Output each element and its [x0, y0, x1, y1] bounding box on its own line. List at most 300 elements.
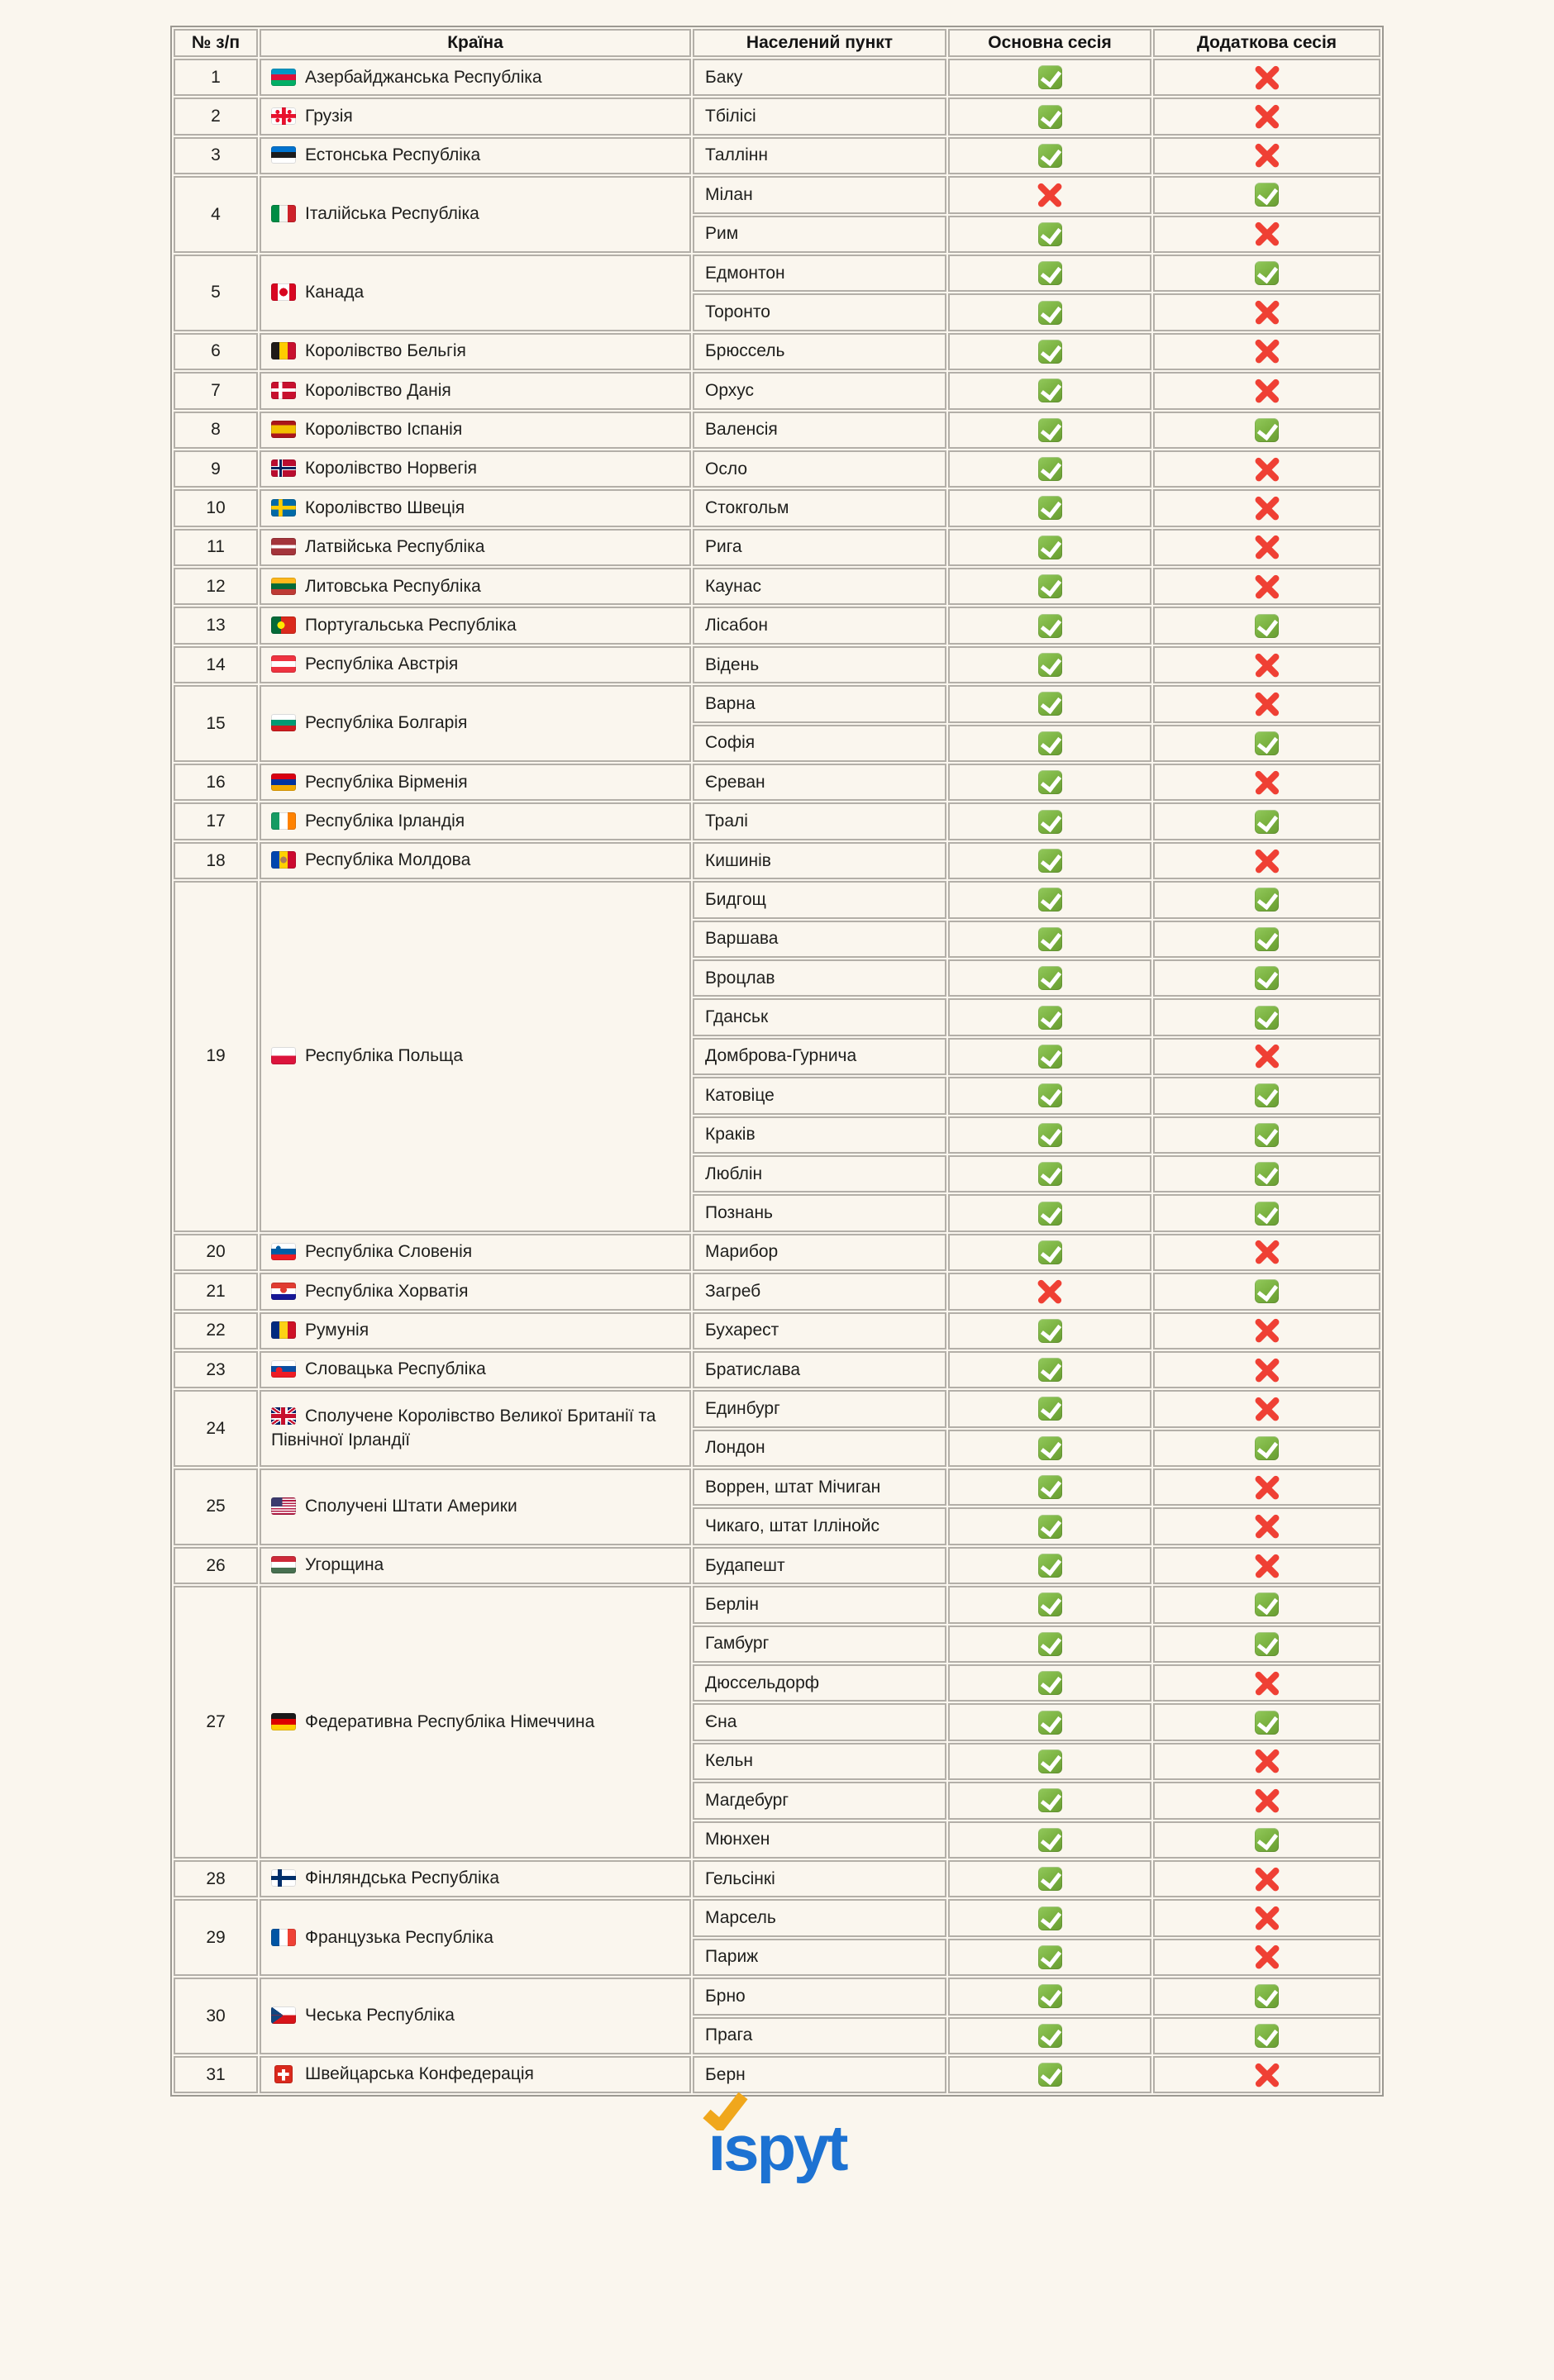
main-session-cell: [948, 646, 1151, 683]
city-cell: Брно: [693, 1978, 946, 2015]
main-session-cell: [948, 1821, 1151, 1859]
session-availability-table: [170, 26, 1384, 2097]
city-cell: Варна: [693, 685, 946, 722]
header-main-session: Основна сесія: [948, 29, 1151, 57]
flag-estonia-icon: [271, 146, 296, 164]
main-session-cell: [948, 1978, 1151, 2015]
cross-icon: [1255, 1240, 1280, 1264]
country-cell: [260, 842, 691, 879]
main-session-cell: [948, 1116, 1151, 1154]
city-cell: Мюнхен: [693, 1821, 946, 1859]
check-icon: [1038, 692, 1062, 716]
row-number-cell: 12: [174, 568, 258, 605]
check-icon: [1038, 418, 1062, 442]
check-icon: [1038, 1906, 1062, 1930]
cross-icon: [1255, 378, 1280, 403]
country-name: Республіка Словенія: [305, 1242, 473, 1262]
country-cell: [260, 1390, 691, 1467]
country-cell: [260, 1860, 691, 1897]
country-cell: [260, 372, 691, 409]
additional-session-cell: [1153, 2056, 1380, 2093]
additional-session-cell: [1153, 59, 1380, 96]
city-cell: Бухарест: [693, 1312, 946, 1349]
city-cell: Тбілісі: [693, 98, 946, 135]
check-icon: [1255, 810, 1279, 834]
city-cell: Будапешт: [693, 1547, 946, 1584]
city-cell: Тралі: [693, 802, 946, 840]
country-cell: [260, 1273, 691, 1310]
additional-session-cell: [1153, 137, 1380, 174]
check-icon: [1038, 770, 1062, 794]
country-name: Румунія: [305, 1321, 369, 1340]
country-name: Канада: [305, 283, 365, 302]
additional-session-cell: [1153, 1234, 1380, 1271]
cross-icon: [1255, 2063, 1280, 2087]
cross-icon: [1255, 1749, 1280, 1773]
flag-hungary-icon: [271, 1556, 296, 1573]
main-session-cell: [948, 1547, 1151, 1584]
cross-icon: [1255, 1475, 1280, 1500]
country-name: Угорщина: [305, 1555, 384, 1575]
header-country: Країна: [260, 29, 691, 57]
city-cell: Марибор: [693, 1234, 946, 1271]
main-session-cell: [948, 2056, 1151, 2093]
flag-slovenia-icon: [271, 1243, 296, 1260]
cross-icon: [1255, 104, 1280, 129]
check-icon: [1038, 1006, 1062, 1030]
check-icon: [1255, 614, 1279, 638]
country-cell: [260, 137, 691, 174]
city-cell: Бидгощ: [693, 881, 946, 918]
additional-session-cell: [1153, 1077, 1380, 1114]
main-session-cell: [948, 1743, 1151, 1780]
check-icon: [1038, 378, 1062, 402]
cross-icon: [1255, 300, 1280, 325]
check-icon: [1038, 496, 1062, 520]
country-cell: [260, 529, 691, 566]
check-icon: [1255, 1202, 1279, 1226]
main-session-cell: [948, 1626, 1151, 1663]
city-cell: Відень: [693, 646, 946, 683]
main-session-cell: [948, 607, 1151, 644]
table-row: [174, 802, 1380, 840]
row-number-cell: 3: [174, 137, 258, 174]
check-icon: [1255, 1828, 1279, 1852]
main-session-cell: [948, 959, 1151, 997]
check-icon: [1038, 810, 1062, 834]
city-cell: Кельн: [693, 1743, 946, 1780]
table-row: [174, 412, 1380, 449]
city-cell: Чикаго, штат Іллінойс: [693, 1507, 946, 1545]
country-cell: [260, 333, 691, 370]
additional-session-cell: [1153, 98, 1380, 135]
city-cell: Єна: [693, 1703, 946, 1740]
flag-latvia-icon: [271, 538, 296, 555]
flag-czechia-icon: [271, 2006, 296, 2024]
row-number-cell: 24: [174, 1390, 258, 1467]
check-icon: [1038, 457, 1062, 481]
city-cell: Магдебург: [693, 1782, 946, 1819]
check-icon: [1038, 1436, 1062, 1460]
main-session-cell: [948, 1782, 1151, 1819]
cross-icon: [1255, 535, 1280, 559]
check-icon: [1255, 1123, 1279, 1147]
additional-session-cell: [1153, 1194, 1380, 1231]
check-icon: [1255, 927, 1279, 951]
city-cell: Валенсія: [693, 412, 946, 449]
row-number-cell: 9: [174, 450, 258, 488]
additional-session-cell: [1153, 959, 1380, 997]
row-number-cell: 22: [174, 1312, 258, 1349]
check-icon: [1255, 183, 1279, 207]
flag-belgium-icon: [271, 342, 296, 359]
city-cell: Гамбург: [693, 1626, 946, 1663]
additional-session-cell: [1153, 1155, 1380, 1192]
country-cell: [260, 607, 691, 644]
additional-session-cell: [1153, 412, 1380, 449]
check-icon: [1038, 1123, 1062, 1147]
row-number-cell: 20: [174, 1234, 258, 1271]
additional-session-cell: [1153, 881, 1380, 918]
flag-united-kingdom-icon: [271, 1407, 296, 1425]
check-icon: [1038, 340, 1062, 364]
additional-session-cell: [1153, 216, 1380, 253]
check-icon: [1255, 731, 1279, 755]
flag-georgia-icon: [271, 107, 296, 125]
check-icon: [1038, 261, 1062, 285]
country-name: Республіка Молдова: [305, 850, 471, 870]
main-session-cell: [948, 1430, 1151, 1467]
country-name: Італійська Республіка: [305, 204, 479, 224]
cross-icon: [1255, 1397, 1280, 1421]
main-session-cell: [948, 412, 1151, 449]
check-icon: [1255, 1632, 1279, 1656]
country-name: Королівство Данія: [305, 380, 451, 400]
additional-session-cell: [1153, 1664, 1380, 1702]
city-cell: Каунас: [693, 568, 946, 605]
additional-session-cell: [1153, 725, 1380, 762]
main-session-cell: [948, 98, 1151, 135]
country-cell: [260, 646, 691, 683]
check-icon: [1038, 2024, 1062, 2048]
city-cell: Марсель: [693, 1899, 946, 1936]
flag-portugal-icon: [271, 616, 296, 634]
cross-icon: [1255, 1671, 1280, 1696]
flag-moldova-icon: [271, 851, 296, 869]
additional-session-cell: [1153, 529, 1380, 566]
main-session-cell: [948, 1899, 1151, 1936]
country-name: Республіка Польща: [305, 1046, 463, 1066]
check-icon: [1255, 1984, 1279, 2008]
flag-italy-icon: [271, 205, 296, 222]
logo-text-rest: spyt: [723, 2111, 846, 2185]
main-session-cell: [948, 216, 1151, 253]
row-number-cell: 5: [174, 255, 258, 331]
main-session-cell: [948, 842, 1151, 879]
table-row: [174, 1468, 1380, 1506]
main-session-cell: [948, 568, 1151, 605]
check-icon: [1038, 1240, 1062, 1264]
row-number-cell: 8: [174, 412, 258, 449]
country-name: Королівство Швеція: [305, 497, 465, 517]
country-name: Республіка Ірландія: [305, 811, 465, 831]
country-name: Сполучене Королівство Великої Британії та Північної Ірландії: [271, 1407, 656, 1449]
table-row: [174, 1860, 1380, 1897]
country-name: Португальська Республіка: [305, 615, 517, 635]
row-number-cell: 21: [174, 1273, 258, 1310]
main-session-cell: [948, 802, 1151, 840]
check-icon: [1038, 731, 1062, 755]
logo-check-icon: [702, 2092, 748, 2130]
check-icon: [1255, 2024, 1279, 2048]
additional-session-cell: [1153, 1899, 1380, 1936]
main-session-cell: [948, 372, 1151, 409]
main-session-cell: [948, 1273, 1151, 1310]
country-cell: [260, 98, 691, 135]
flag-norway-icon: [271, 459, 296, 477]
main-session-cell: [948, 489, 1151, 526]
row-number-cell: 27: [174, 1586, 258, 1859]
city-cell: Загреб: [693, 1273, 946, 1310]
main-session-cell: [948, 1077, 1151, 1114]
additional-session-cell: [1153, 333, 1380, 370]
city-cell: Гельсінкі: [693, 1860, 946, 1897]
flag-germany-icon: [271, 1713, 296, 1730]
check-icon: [1038, 1671, 1062, 1695]
check-icon: [1038, 1788, 1062, 1812]
row-number-cell: 13: [174, 607, 258, 644]
cross-icon: [1255, 143, 1280, 168]
cross-icon: [1255, 1554, 1280, 1578]
additional-session-cell: [1153, 1312, 1380, 1349]
flag-denmark-icon: [271, 382, 296, 399]
row-number-cell: 14: [174, 646, 258, 683]
check-icon: [1038, 144, 1062, 168]
country-cell: [260, 1468, 691, 1545]
table-row: [174, 1312, 1380, 1349]
country-cell: [260, 412, 691, 449]
country-cell: [260, 1351, 691, 1388]
country-cell: [260, 764, 691, 801]
country-cell: [260, 450, 691, 488]
row-number-cell: 6: [174, 333, 258, 370]
cross-icon: [1255, 65, 1280, 90]
cross-icon: [1255, 1514, 1280, 1539]
check-icon: [1038, 1358, 1062, 1382]
city-cell: Воррен, штат Мічиган: [693, 1468, 946, 1506]
city-cell: Едмонтон: [693, 255, 946, 292]
additional-session-cell: [1153, 255, 1380, 292]
cross-icon: [1255, 1867, 1280, 1892]
main-session-cell: [948, 333, 1151, 370]
additional-session-cell: [1153, 764, 1380, 801]
check-icon: [1038, 1083, 1062, 1107]
flag-france-icon: [271, 1929, 296, 1946]
country-name: Сполучені Штати Америки: [305, 1497, 517, 1516]
cross-icon: [1255, 496, 1280, 521]
additional-session-cell: [1153, 568, 1380, 605]
main-session-cell: [948, 137, 1151, 174]
additional-session-cell: [1153, 921, 1380, 958]
country-cell: [260, 176, 691, 253]
city-cell: Катовіце: [693, 1077, 946, 1114]
check-icon: [1038, 966, 1062, 990]
additional-session-cell: [1153, 450, 1380, 488]
check-icon: [1255, 966, 1279, 990]
check-icon: [1038, 65, 1062, 89]
table-row: [174, 59, 1380, 96]
city-cell: Единбург: [693, 1390, 946, 1427]
check-icon: [1038, 888, 1062, 912]
cross-icon: [1255, 1044, 1280, 1069]
additional-session-cell: [1153, 998, 1380, 1035]
country-cell: [260, 1547, 691, 1584]
additional-session-cell: [1153, 607, 1380, 644]
table-row: [174, 764, 1380, 801]
check-icon: [1038, 1202, 1062, 1226]
check-icon: [1038, 1867, 1062, 1891]
flag-finland-icon: [271, 1869, 296, 1887]
header-additional-session: Додаткова сесія: [1153, 29, 1380, 57]
flag-sweden-icon: [271, 499, 296, 516]
main-session-cell: [948, 1155, 1151, 1192]
city-cell: Орхус: [693, 372, 946, 409]
city-cell: Прага: [693, 2017, 946, 2054]
additional-session-cell: [1153, 1586, 1380, 1623]
additional-session-cell: [1153, 1430, 1380, 1467]
row-number-cell: 15: [174, 685, 258, 762]
country-cell: [260, 685, 691, 762]
cross-icon: [1255, 770, 1280, 795]
country-cell: [260, 2056, 691, 2093]
additional-session-cell: [1153, 646, 1380, 683]
country-cell: [260, 1234, 691, 1271]
country-name: Королівство Норвегія: [305, 459, 478, 478]
check-icon: [1255, 1006, 1279, 1030]
country-name: Фінляндська Республіка: [305, 1868, 500, 1888]
flag-croatia-icon: [271, 1283, 296, 1300]
country-name: Королівство Бельгія: [305, 341, 466, 361]
check-icon: [1038, 1828, 1062, 1852]
row-number-cell: 10: [174, 489, 258, 526]
country-cell: [260, 255, 691, 331]
flag-austria-icon: [271, 655, 296, 673]
check-icon: [1038, 105, 1062, 129]
additional-session-cell: [1153, 1507, 1380, 1545]
additional-session-cell: [1153, 1703, 1380, 1740]
flag-armenia-icon: [271, 774, 296, 791]
country-name: Швейцарська Конфедерація: [305, 2064, 534, 2084]
row-number-cell: 29: [174, 1899, 258, 1976]
city-cell: Берн: [693, 2056, 946, 2093]
table-row: [174, 1586, 1380, 1623]
row-number-cell: 18: [174, 842, 258, 879]
check-icon: [1255, 1162, 1279, 1186]
table-row: [174, 1351, 1380, 1388]
main-session-cell: [948, 450, 1151, 488]
city-cell: Кишинів: [693, 842, 946, 879]
additional-session-cell: [1153, 1743, 1380, 1780]
row-number-cell: 16: [174, 764, 258, 801]
check-icon: [1038, 1162, 1062, 1186]
table-row: [174, 1234, 1380, 1271]
additional-session-cell: [1153, 802, 1380, 840]
main-session-cell: [948, 1586, 1151, 1623]
main-session-cell: [948, 293, 1151, 331]
table-row: [174, 685, 1380, 722]
table-row: [174, 98, 1380, 135]
cross-icon: [1255, 653, 1280, 678]
country-name: Республіка Болгарія: [305, 713, 468, 733]
header-number: № з/п: [174, 29, 258, 57]
cross-icon: [1255, 1788, 1280, 1813]
check-icon: [1038, 653, 1062, 677]
country-cell: [260, 1899, 691, 1976]
check-icon: [1255, 1592, 1279, 1616]
table-row: [174, 568, 1380, 605]
table-row: [174, 176, 1380, 213]
country-name: Словацька Республіка: [305, 1359, 486, 1379]
row-number-cell: 4: [174, 176, 258, 253]
row-number-cell: 19: [174, 881, 258, 1232]
main-session-cell: [948, 1390, 1151, 1427]
city-cell: Париж: [693, 1939, 946, 1976]
check-icon: [1038, 222, 1062, 246]
main-session-cell: [948, 921, 1151, 958]
main-session-cell: [948, 1234, 1151, 1271]
city-cell: Домброва-Гурнича: [693, 1038, 946, 1075]
country-name: Республіка Вірменія: [305, 772, 468, 792]
cross-icon: [1255, 849, 1280, 873]
city-cell: Гданськ: [693, 998, 946, 1035]
additional-session-cell: [1153, 1038, 1380, 1075]
additional-session-cell: [1153, 1782, 1380, 1819]
main-session-cell: [948, 176, 1151, 213]
country-name: Литовська Республіка: [305, 576, 481, 596]
country-name: Естонська Республіка: [305, 145, 481, 165]
check-icon: [1255, 1436, 1279, 1460]
row-number-cell: 30: [174, 1978, 258, 2054]
row-number-cell: 25: [174, 1468, 258, 1545]
additional-session-cell: [1153, 1273, 1380, 1310]
check-icon: [1038, 2063, 1062, 2087]
additional-session-cell: [1153, 1978, 1380, 2015]
flag-canada-icon: [271, 283, 296, 301]
table-row: [174, 489, 1380, 526]
city-cell: Познань: [693, 1194, 946, 1231]
flag-azerbaijan-icon: [271, 69, 296, 86]
main-session-cell: [948, 1468, 1151, 1506]
flag-lithuania-icon: [271, 578, 296, 595]
cross-icon: [1255, 1944, 1280, 1969]
country-cell: [260, 881, 691, 1232]
check-icon: [1038, 1397, 1062, 1421]
table-row: [174, 137, 1380, 174]
check-icon: [1038, 1632, 1062, 1656]
additional-session-cell: [1153, 1468, 1380, 1506]
cross-icon: [1255, 1906, 1280, 1930]
main-session-cell: [948, 59, 1151, 96]
table-row: [174, 646, 1380, 683]
main-session-cell: [948, 1939, 1151, 1976]
check-icon: [1255, 418, 1279, 442]
main-session-cell: [948, 998, 1151, 1035]
table-row: [174, 1899, 1380, 1936]
table-row: [174, 372, 1380, 409]
country-cell: [260, 802, 691, 840]
cross-icon: [1255, 574, 1280, 599]
main-session-cell: [948, 1312, 1151, 1349]
